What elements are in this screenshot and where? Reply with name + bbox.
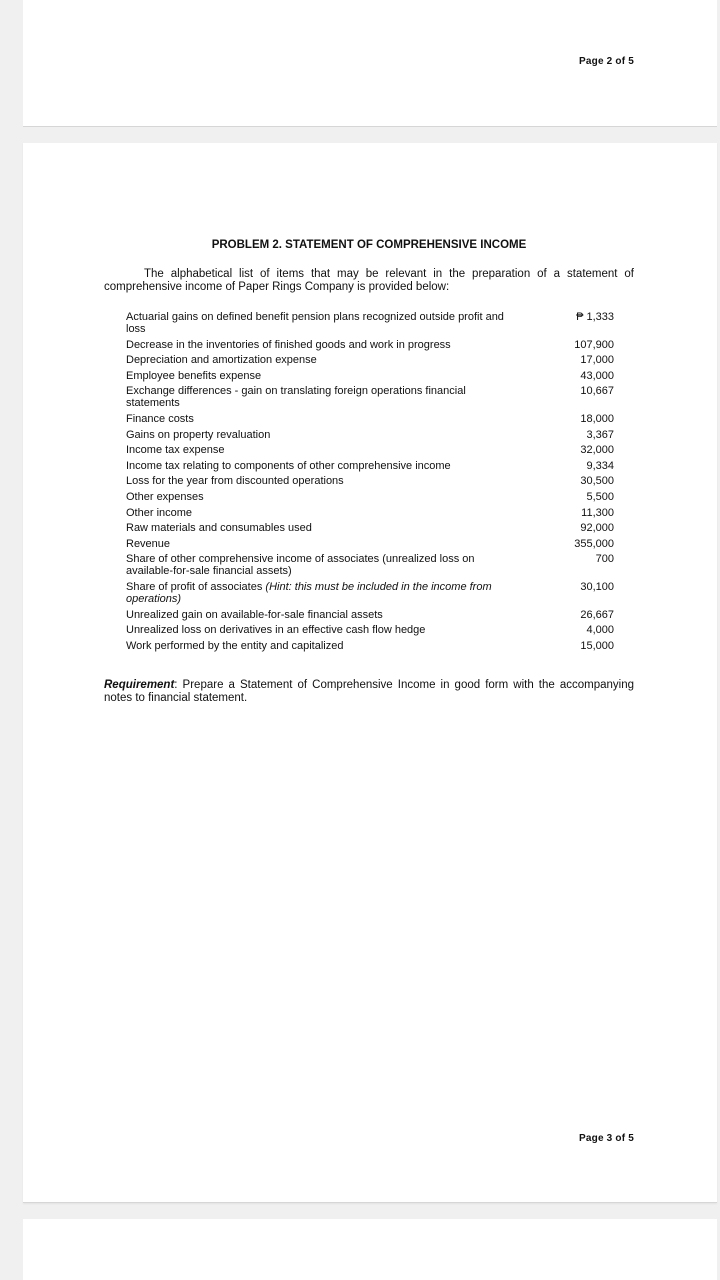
item-row: [126, 311, 614, 339]
item-text: Income tax expense: [126, 444, 225, 457]
item-description: [126, 507, 521, 523]
item-row: [126, 339, 614, 355]
item-amount: 3,367: [586, 428, 614, 441]
item-amount: 92,000: [580, 522, 614, 535]
item-description: [126, 385, 521, 413]
item-amount: 10,667: [580, 385, 614, 398]
item-description: [126, 609, 521, 625]
item-text: Unrealized gain on available-for-sale financial assets: [126, 608, 383, 621]
previous-page: [23, 0, 717, 127]
items-list: [126, 311, 614, 655]
item-description: [126, 522, 521, 538]
item-row: [126, 553, 614, 581]
item-text: Loss for the year from discounted operations: [126, 475, 344, 488]
item-amount: ₱ 1,333: [576, 311, 614, 323]
item-row: [126, 370, 614, 386]
item-row: [126, 385, 614, 413]
item-description: [126, 429, 521, 445]
item-row: [126, 640, 614, 656]
item-text: Revenue: [126, 537, 171, 550]
item-text: Actuarial gains on defined benefit pension plans recognized outside profit and loss: [126, 311, 504, 335]
requirement-label: Requirement: [104, 679, 175, 691]
item-text: Income tax relating to components of other comprehensive income: [126, 459, 451, 472]
page-number-label: Page 3 of 5: [579, 1133, 634, 1144]
item-description: [126, 413, 521, 429]
item-row: [126, 475, 614, 491]
item-amount: 355,000: [574, 537, 614, 550]
item-description: [126, 553, 521, 581]
item-row: [126, 624, 614, 640]
item-text: Other income: [126, 506, 193, 519]
item-amount: 43,000: [580, 369, 614, 382]
item-amount: 30,100: [580, 580, 614, 593]
item-text: Share of profit of associates: [126, 580, 266, 593]
item-row: [126, 507, 614, 523]
item-description: [126, 581, 521, 609]
item-amount: 17,000: [580, 354, 614, 367]
item-amount: 11,300: [581, 506, 614, 519]
item-description: [126, 475, 521, 491]
item-text: Employee benefits expense: [126, 369, 262, 382]
item-text: Share of other comprehensive income of associates (unrealized loss on available-for-sale financial assets): [126, 553, 475, 578]
item-description: [126, 444, 521, 460]
item-description: [126, 460, 521, 476]
item-description: [126, 640, 521, 656]
item-text: Work performed by the entity and capitalized: [126, 639, 344, 652]
item-hint: (Hint: this must be included in the income from operations): [126, 580, 492, 605]
item-text: Depreciation and amortization expense: [126, 354, 317, 367]
item-row: [126, 609, 614, 625]
item-description: [126, 354, 521, 370]
item-text: Decrease in the inventories of finished goods and work in progress: [126, 338, 451, 351]
item-text: Finance costs: [126, 412, 194, 425]
requirement-text: : Prepare a Statement of Comprehensive Income in good form with the accompanying notes to financial statement.: [104, 679, 634, 704]
item-text: Gains on property revaluation: [126, 428, 271, 441]
item-row: [126, 491, 614, 507]
item-amount: 107,900: [574, 338, 614, 351]
item-description: [126, 311, 521, 339]
item-amount: 700: [595, 553, 614, 566]
item-row: [126, 429, 614, 445]
item-description: [126, 538, 521, 554]
item-amount: 30,500: [580, 475, 614, 488]
item-row: [126, 460, 614, 476]
item-amount: 18,000: [580, 412, 614, 425]
item-row: [126, 538, 614, 554]
item-row: [126, 581, 614, 609]
item-description: [126, 491, 521, 507]
item-text: Exchange differences - gain on translating foreign operations financial statements: [126, 385, 466, 410]
item-description: [126, 370, 521, 386]
item-text: Raw materials and consumables used: [126, 522, 312, 535]
problem-title: PROBLEM 2. STATEMENT OF COMPREHENSIVE INCOME: [211, 239, 527, 251]
item-amount: 26,667: [580, 608, 614, 621]
item-amount: 5,500: [586, 490, 614, 503]
item-text: Other expenses: [126, 490, 204, 503]
item-amount: 9,334: [586, 459, 614, 472]
item-row: [126, 522, 614, 538]
item-row: [126, 444, 614, 460]
current-page: [23, 143, 717, 1203]
page-number-label: Page 2 of 5: [579, 56, 634, 67]
item-description: [126, 339, 521, 355]
requirement-paragraph: [104, 679, 634, 705]
item-row: [126, 354, 614, 370]
intro-paragraph: The alphabetical list of items that may be relevant in the preparation of a statement of comprehensive income of Paper Rings Company is provided below:: [104, 268, 634, 293]
item-amount: 4,000: [586, 624, 614, 637]
next-page: [23, 1219, 717, 1280]
item-amount: 15,000: [580, 639, 614, 652]
item-row: [126, 413, 614, 429]
item-description: [126, 624, 521, 640]
item-amount: 32,000: [580, 444, 614, 457]
item-text: Unrealized loss on derivatives in an effective cash flow hedge: [126, 624, 426, 637]
